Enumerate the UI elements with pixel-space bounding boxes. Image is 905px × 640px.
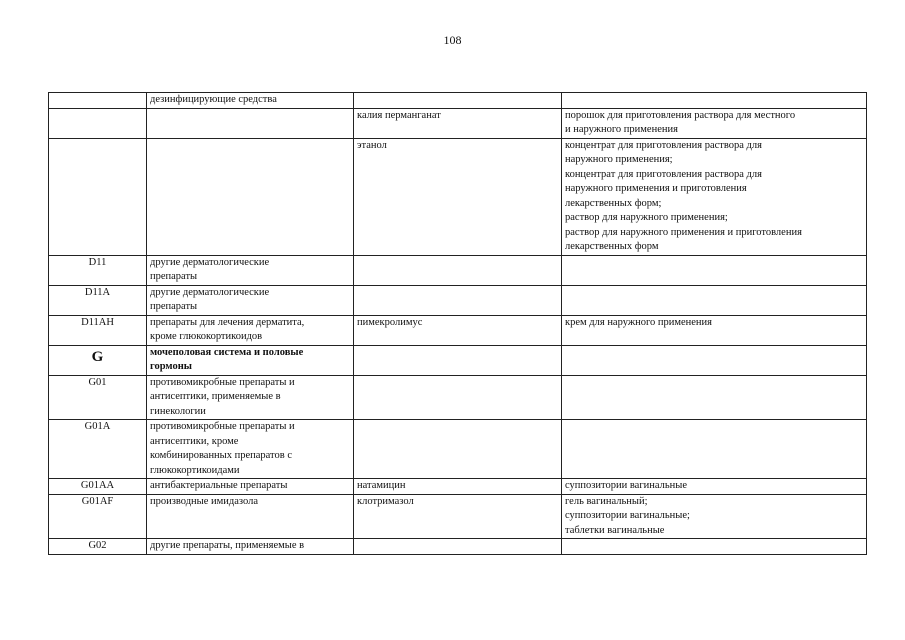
atc-code-cell — [49, 138, 147, 255]
table-row — [49, 375, 867, 420]
form-line: концентрат для приготовления раствора для — [565, 168, 762, 180]
atc-code-cell — [49, 108, 147, 138]
form-line: таблетки вагинальные — [565, 524, 665, 536]
substance-cell — [354, 375, 562, 420]
table-row — [49, 539, 867, 555]
form-line: раствор для наружного применения и приготовления — [565, 226, 802, 238]
atc-code-cell: D11AH — [49, 315, 147, 345]
atc-code-cell: G01 — [49, 375, 147, 420]
atc-code-cell: G — [49, 345, 147, 375]
group-line: другие препараты, применяемые в — [150, 540, 305, 551]
substance-cell — [354, 285, 562, 315]
substance-cell: этанол — [354, 138, 562, 255]
group-cell — [147, 375, 354, 420]
form-line: суппозитории вагинальные — [565, 480, 687, 491]
substance-cell: пимекролимус — [354, 315, 562, 345]
substance-cell: клотримазол — [354, 494, 562, 539]
group-line: гинекологии — [150, 405, 206, 417]
forms-cell — [562, 539, 867, 555]
substance-cell — [354, 255, 562, 285]
atc-code-cell: D11A — [49, 285, 147, 315]
group-line: другие дерматологические — [150, 256, 270, 268]
form-line: крем для наружного применения — [565, 316, 713, 328]
group-line: противомикробные препараты и — [150, 421, 295, 432]
group-line: глюкокортикоидами — [150, 464, 240, 476]
group-cell — [147, 108, 354, 138]
form-line: раствор для наружного применения; — [565, 212, 728, 223]
substance-cell — [354, 420, 562, 479]
group-line: препараты для лечения дерматита, — [150, 316, 305, 328]
substance-cell — [354, 93, 562, 109]
forms-cell — [562, 285, 867, 315]
group-line: антисептики, кроме — [150, 435, 239, 447]
group-cell — [147, 138, 354, 255]
form-line: порошок для приготовления раствора для местного — [565, 109, 796, 121]
forms-cell — [562, 93, 867, 109]
table-row — [49, 285, 867, 315]
group-line: гормоны — [150, 361, 192, 372]
forms-cell — [562, 420, 867, 479]
group-cell — [147, 494, 354, 539]
atc-code-cell: G02 — [49, 539, 147, 555]
group-line: противомикробные препараты и — [150, 376, 295, 388]
group-line: мочеполовая система и половые — [150, 346, 304, 358]
form-line: концентрат для приготовления раствора для — [565, 139, 762, 151]
page-number: 108 — [443, 33, 462, 47]
atc-code-cell: D11 — [49, 255, 147, 285]
form-line: лекарственных форм — [565, 241, 659, 252]
group-line: антибактериальные препараты — [150, 480, 288, 491]
atc-code-cell — [49, 93, 147, 109]
group-cell — [147, 345, 354, 375]
table-row — [49, 494, 867, 539]
table-row — [49, 479, 867, 495]
form-line: наружного применения и приготовления — [565, 183, 747, 194]
table-row — [49, 255, 867, 285]
forms-cell — [562, 315, 867, 345]
substance-cell: натамицин — [354, 479, 562, 495]
group-line: препараты — [150, 271, 198, 282]
table-row — [49, 315, 867, 345]
forms-cell — [562, 138, 867, 255]
table-row — [49, 108, 867, 138]
forms-cell — [562, 345, 867, 375]
substance-cell: калия перманганат — [354, 108, 562, 138]
group-cell — [147, 539, 354, 555]
group-line: препараты — [150, 301, 198, 312]
group-cell — [147, 479, 354, 495]
form-line: гель вагинальный; — [565, 495, 648, 507]
drug-classification-table — [48, 92, 867, 555]
atc-code-cell: G01A — [49, 420, 147, 479]
form-line: и наружного применения — [565, 124, 678, 135]
forms-cell — [562, 494, 867, 539]
group-line: кроме глюкокортикоидов — [150, 331, 263, 342]
form-line: лекарственных форм; — [565, 197, 662, 209]
group-cell — [147, 315, 354, 345]
table-row — [49, 345, 867, 375]
group-line: комбинированных препаратов с — [150, 450, 293, 461]
table-row — [49, 138, 867, 255]
group-cell — [147, 420, 354, 479]
group-line: другие дерматологические — [150, 286, 270, 298]
atc-code-cell: G01AA — [49, 479, 147, 495]
forms-cell — [562, 375, 867, 420]
form-line: наружного применения; — [565, 154, 673, 165]
substance-cell — [354, 345, 562, 375]
table-row — [49, 93, 867, 109]
group-cell: дезинфицирующие средства — [147, 93, 354, 109]
group-cell — [147, 255, 354, 285]
forms-cell — [562, 255, 867, 285]
atc-code-cell: G01AF — [49, 494, 147, 539]
group-cell — [147, 285, 354, 315]
form-line: суппозитории вагинальные; — [565, 510, 690, 521]
forms-cell — [562, 479, 867, 495]
table-row — [49, 420, 867, 479]
forms-cell — [562, 108, 867, 138]
substance-cell — [354, 539, 562, 555]
group-line: антисептики, применяемые в — [150, 391, 281, 402]
group-line: производные имидазола — [150, 495, 259, 507]
